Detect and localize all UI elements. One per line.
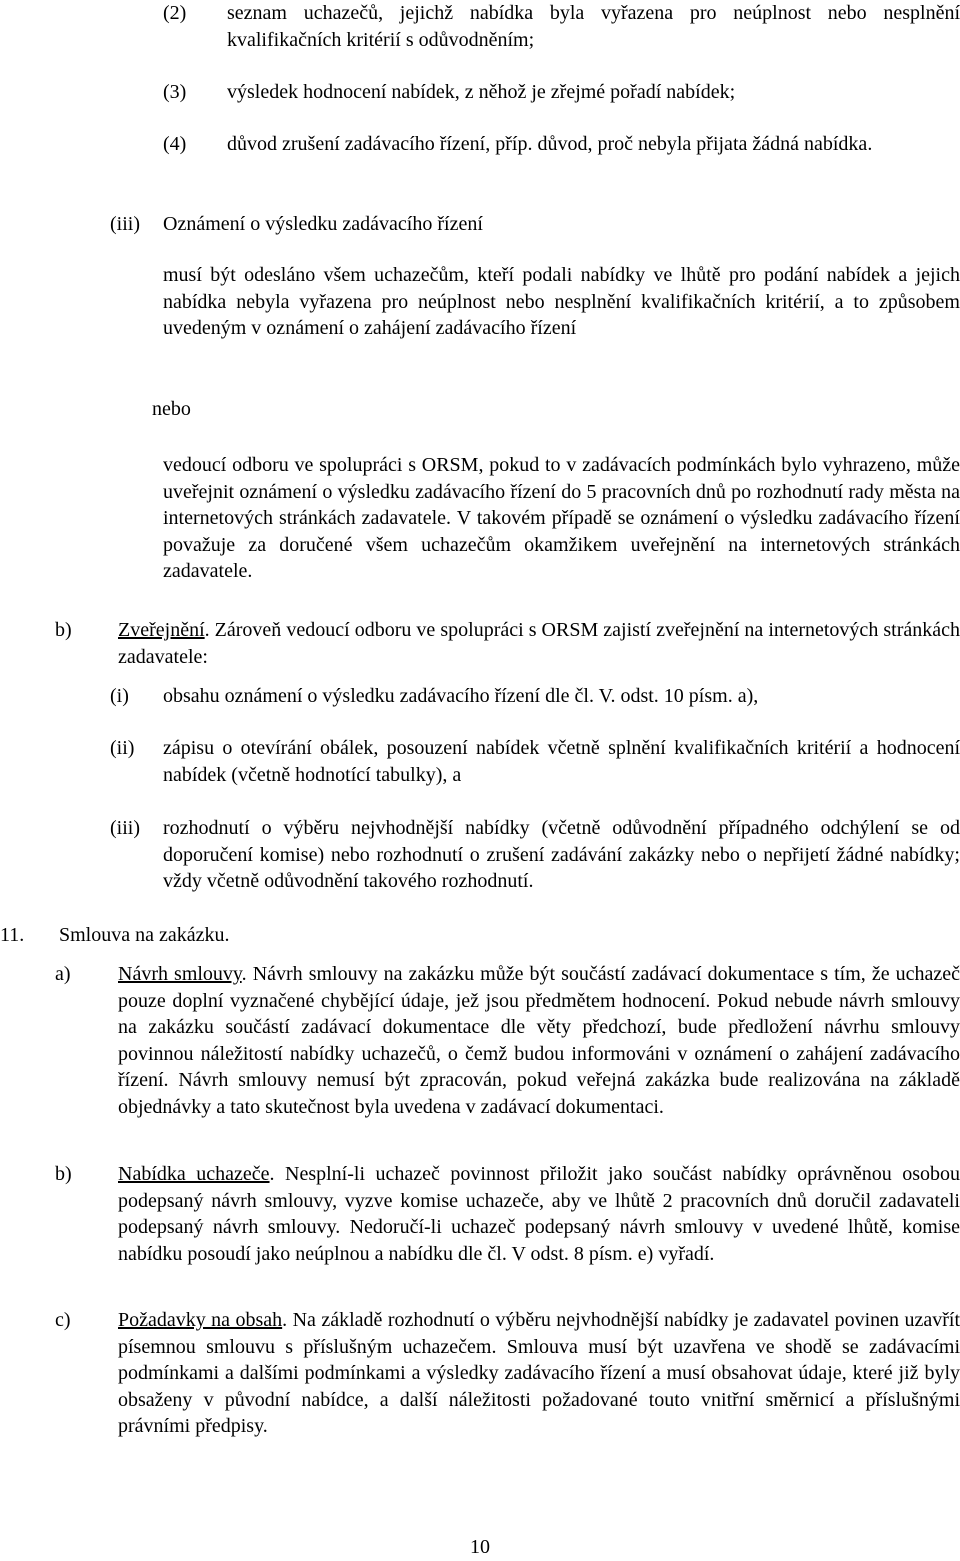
paragraph	[118, 961, 960, 1120]
paragraph: musí být odesláno všem uchazečům, kteří podali nabídky ve lhůtě pro podání nabídek a jejich nabídka nebyla vyřazena pro neúplnost nebo nesplnění kvalifikačních kritérií, a to způsobem uvedeným v oznámení o zahájení zadávacího řízení	[163, 264, 960, 339]
list-item-number: (i)	[110, 685, 129, 707]
list-item-text: zápisu o otevírání obálek, posouzení nabídek včetně splnění kvalifikačních kritérií a hodnocení nabídek (včetně hodnotící tabulky), a	[163, 737, 960, 786]
paragraph-text: . Zároveň vedoucí odboru ve spolupráci s ORSM zajistí zveřejnění na internetových stránkách zadavatele:	[118, 619, 960, 668]
paragraph: vedoucí odboru ve spolupráci s ORSM, pokud to v zadávacích podmínkách bylo vyhrazeno, může uveřejnit oznámení o výsledku zadávacího řízení do 5 pracovních dnů po rozhodnutí rady města na internetových stránkách zadavatele. V takovém případě se oznámení o výsledku zadávacího řízení považuje za doručené všem uchazečům okamžikem uveřejnění na internetových stránkách zadavatele.	[163, 454, 960, 582]
item-heading: Nabídka uchazeče	[118, 1163, 270, 1185]
section-number: (iii)	[110, 213, 140, 235]
list-item-number: (iii)	[110, 817, 140, 839]
paragraph	[118, 1161, 960, 1267]
list-item-number: (ii)	[110, 737, 135, 759]
section-title: Oznámení o výsledku zadávacího řízení	[163, 213, 483, 235]
paragraph	[118, 617, 960, 670]
paragraph-connector: nebo	[152, 398, 191, 420]
page-number: 10	[470, 1536, 490, 1558]
paragraph-text: . Návrh smlouvy na zakázku může být součástí zadávací dokumentace s tím, že uchazeč pouze doplní vyznačené chybějící údaje, jež jsou předmětem hodnocení. Pokud nebude návrh smlouvy na zakázku součástí zadávací dokumentace dle věty předchozí, bude předložení návrhu smlouvy povinnou náležitostí nabídky uchazečů, o čemž budou informováni v oznámení o zahájení zadávacího řízení. Návrh smlouvy nemusí být zpracován, pokud veřejná zakázka bude realizována na základě objednávky a tato skutečnost byla uvedena v zadávací dokumentaci.	[118, 963, 960, 1118]
list-item-text: výsledek hodnocení nabídek, z něhož je zřejmé pořadí nabídek;	[227, 81, 736, 103]
section-number: b)	[55, 619, 72, 641]
section-heading: Zveřejnění	[118, 619, 205, 641]
list-item-number: b)	[55, 1163, 72, 1185]
item-heading: Návrh smlouvy	[118, 963, 242, 985]
list-item-text: obsahu oznámení o výsledku zadávacího řízení dle čl. V. odst. 10 písm. a),	[163, 685, 759, 707]
item-heading: Požadavky na obsah	[118, 1309, 283, 1331]
list-item-text: rozhodnutí o výběru nejvhodnější nabídky (včetně odůvodnění případného odchýlení se od doporučení komise) nebo rozhodnutí o zrušení zadávání zakázky nebo o nepřijetí žádné nabídky; vždy včetně odůvodnění takového rozhodnutí.	[163, 817, 960, 892]
chapter-number: 11.	[0, 924, 25, 946]
list-item-number: (3)	[163, 81, 187, 103]
list-item-number: (2)	[163, 2, 187, 24]
list-item-number: c)	[55, 1309, 71, 1331]
paragraph-text: . Na základě rozhodnutí o výběru nejvhodnější nabídky je zadavatel povinen uzavřít písemnou smlouvu s příslušným uchazečem. Smlouva musí být uzavřena ve shodě se zadávacími podmínkami a dalšími podmínkami a výsledky zadávacího řízení a musí obsahovat údaje, které již byly obsaženy v původní nabídce, a další náležitosti požadované touto vnitřní směrnicí a příslušnými právními předpisy.	[118, 1309, 960, 1437]
list-item-text: důvod zrušení zadávacího řízení, příp. důvod, proč nebyla přijata žádná nabídka.	[227, 133, 873, 155]
chapter-title: Smlouva na zakázku.	[59, 924, 230, 946]
list-item-text: seznam uchazečů, jejichž nabídka byla vyřazena pro neúplnost nebo nesplnění kvalifikačních kritérií s odůvodněním;	[227, 2, 960, 51]
list-item-number: (4)	[163, 133, 187, 155]
paragraph-text: . Nesplní-li uchazeč povinnost přiložit jako součást nabídky oprávněnou osobou podepsaný návrh smlouvy, vyzve komise uchazeče, aby ve lhůtě 2 pracovních dnů doručil zadavateli podepsaný návrh smlouvy. Nedoručí-li uchazeč podepsaný návrh smlouvy v uvedené lhůtě, komise nabídku posoudí jako neúplnou a nabídku dle čl. V odst. 8 písm. e) vyřadí.	[118, 1163, 960, 1265]
paragraph	[118, 1307, 960, 1440]
list-item-number: a)	[55, 963, 71, 985]
